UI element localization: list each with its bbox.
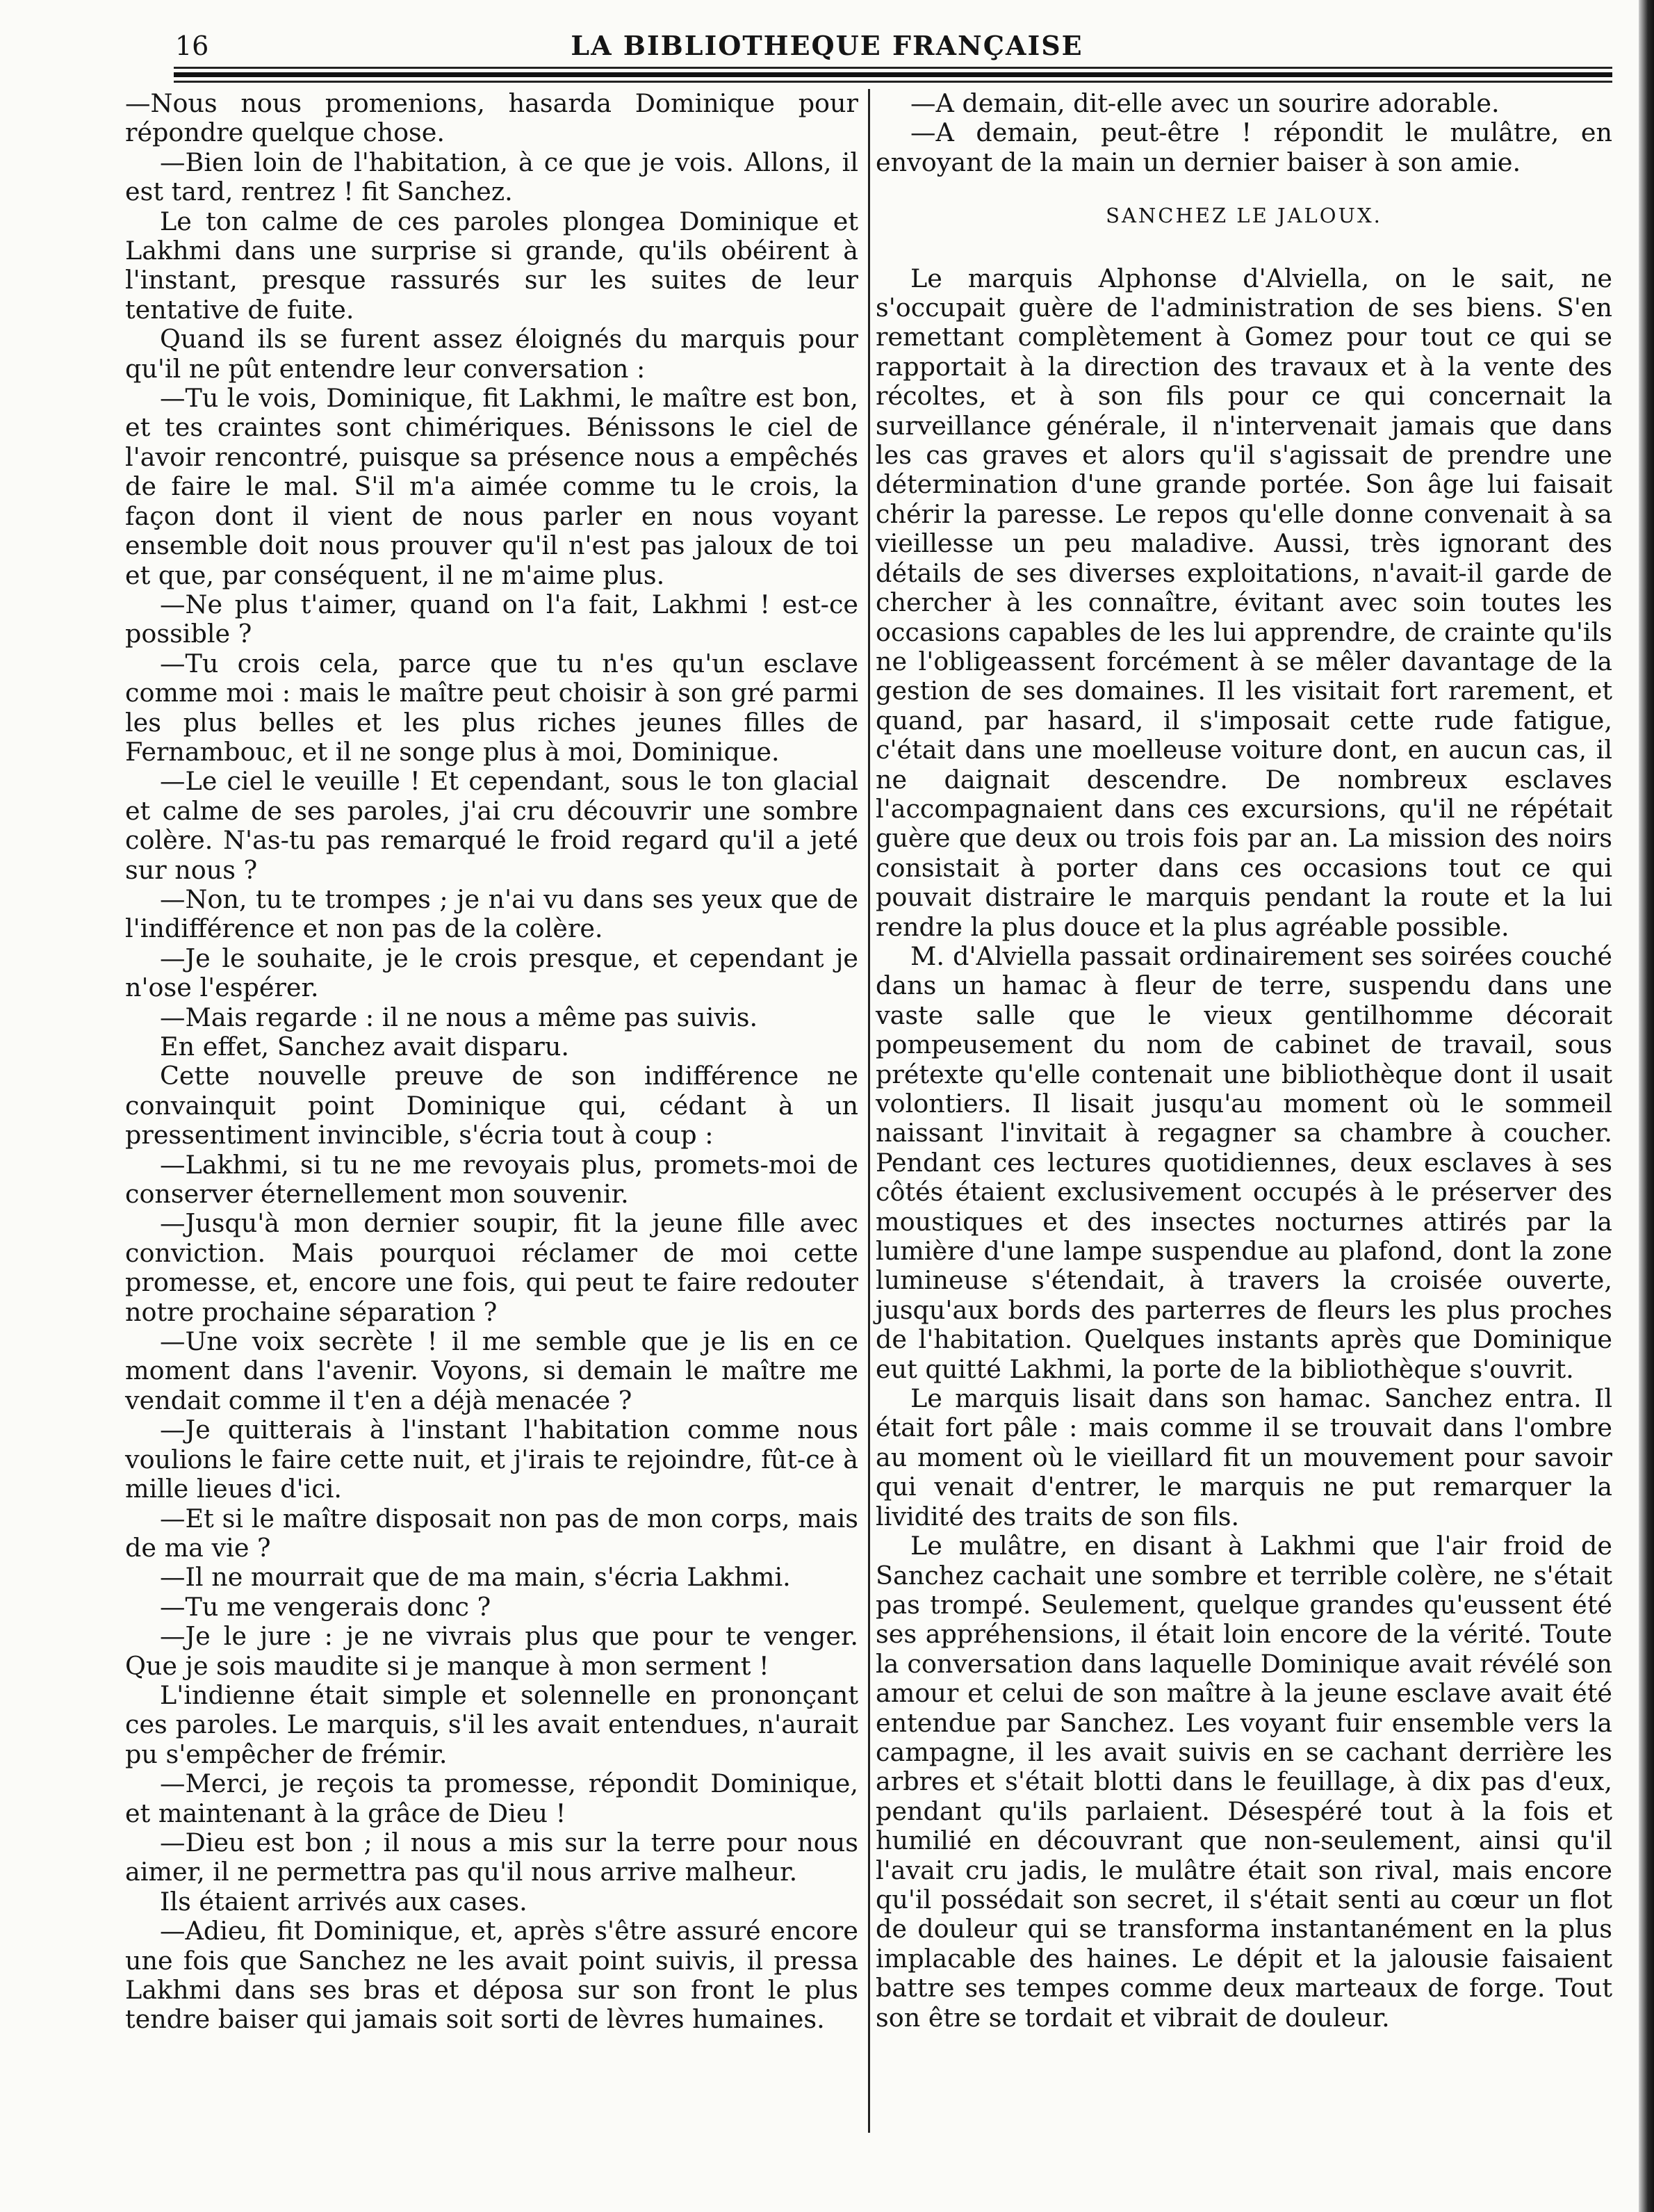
header-rule-thick [174, 72, 1612, 77]
paragraph: En effet, Sanchez avait disparu. [160, 1032, 569, 1062]
paragraph: Cette nouvelle preuve de son indifférence ne convainquit point Dominique qui, cédant à un pressentiment invincible, s'écria tout à coup : [125, 1061, 858, 1150]
paragraph: —Il ne mourrait que de ma main, s'écria Lakhmi. [160, 1562, 791, 1593]
paragraph: L'indienne était simple et solennelle en prononçant ces paroles. Le marquis, s'il les avait entendues, n'aurait pu s'empêcher de frémir. [125, 1680, 858, 1769]
paragraph: —Tu le vois, Dominique, fit Lakhmi, le maître est bon, et tes craintes sont chimériques. Bénissons le ciel de l'avoir rencontré, puisque sa présence nous a empêchés de faire le mal. S'il m'a aimée comme tu le crois, la façon dont il vient de nous parler en nous voyant ensemble doit nous prouver qu'il n'est pas jaloux de toi et que, par conséquent, il ne m'aime plus. [125, 383, 858, 590]
paragraph: —A demain, peut-être ! répondit le mulâtre, en envoyant de la main un dernier baiser à son amie. [876, 117, 1612, 177]
left-column [125, 89, 858, 2035]
paragraph: —Jusqu'à mon dernier soupir, fit la jeune fille avec conviction. Mais pourquoi réclamer de moi cette promesse, et, encore une fois, qui peut te faire redouter notre prochaine séparation ? [125, 1208, 858, 1327]
paragraph: —Tu me vengerais donc ? [160, 1591, 491, 1622]
paragraph: —Merci, je reçois ta promesse, répondit Dominique, et maintenant à la grâce de Dieu ! [125, 1768, 858, 1828]
paragraph: —Mais regarde : il ne nous a même pas suivis. [160, 1002, 758, 1032]
paragraph: Le mulâtre, en disant à Lakhmi que l'air froid de Sanchez cachait une sombre et terrible colère, ne s'était pas trompé. Seulement, quelque grandes qu'eussent été ses appréhensions, il était loin encore de la vérité. Toute la conversation dans laquelle Dominique avait révélé son amour et celui de son maître à la jeune esclave avait été entendue par Sanchez. Les voyant fuir ensemble vers la campagne, il les avait suivis en se cachant derrière les arbres et s'était blotti dans le feuillage, à dix pas d'eux, pendant qu'ils parlaient. Désespéré tout à la fois et humilié en découvrant que non-seulement, ainsi qu'il l'avait cru jadis, le mulâtre était son rival, mais encore qu'il possédait son secret, il s'était senti au cœur un flot de douleur qui se transforma instantanément en la plus implacable des haines. Le dépit et la jalousie faisaient battre ses tempes comme deux marteaux de forge. Tout son être se tordait et vibrait de douleur. [876, 1531, 1612, 2033]
section-heading: SANCHEZ LE JALOUX. [1106, 204, 1382, 228]
column-divider [868, 89, 870, 2133]
paragraph: —Et si le maître disposait non pas de mon corps, mais de ma vie ? [125, 1503, 858, 1563]
right-column [876, 89, 1612, 2033]
paragraph: Le ton calme de ces paroles plongea Dominique et Lakhmi dans une surprise si grande, qu'ils obéirent à l'instant, presque rassurés sur les suites de leur tentative de fuite. [125, 206, 858, 325]
paragraph: Ils étaient arrivés aux cases. [160, 1886, 527, 1917]
paragraph: —Lakhmi, si tu ne me revoyais plus, promets-moi de conserver éternellement mon souvenir. [125, 1149, 858, 1210]
paragraph: —Ne plus t'aimer, quand on l'a fait, Lakhmi ! est-ce possible ? [125, 589, 858, 649]
paragraph: —Une voix secrète ! il me semble que je lis en ce moment dans l'avenir. Voyons, si demain le maître me vendait comme il t'en a déjà menacée ? [125, 1326, 858, 1415]
paragraph: —Je le souhaite, je le crois presque, et cependant je n'ose l'espérer. [125, 943, 858, 1003]
paragraph: Le marquis Alphonse d'Alviella, on le sait, ne s'occupait guère de l'administration de ses biens. S'en remettant complètement à Gomez pour tout ce qui se rapportait à la direction des travaux et à la vente des récoltes, et à son fils pour ce qui concernait la surveillance générale, il n'intervenait jamais que dans les cas graves et alors qu'il s'agissait de prendre une détermination d'une grande portée. Son âge lui faisait chérir la paresse. Le repos qu'elle donne convenait à sa vieillesse un peu maladive. Aussi, très ignorant des détails de ses diverses exploitations, n'avait-il garde de chercher à les connaître, évitant avec soin toutes les occasions capables de les lui apprendre, de crainte qu'ils ne l'obligeassent forcément à se mêler davantage de la gestion de ses domaines. Il les visitait fort rarement, et quand, par hasard, il s'imposait cette rude fatigue, c'était dans une moelleuse voiture dont, en aucun cas, il ne daignait descendre. De nombreux esclaves l'accompagnaient dans ces excursions, qu'il ne répétait guère que deux ou trois fois par an. La mission des noirs consistait à porter dans ces occasions tout ce qui pouvait distraire le marquis pendant la route et la lui rendre la plus douce et la plus agréable possible. [876, 263, 1612, 942]
page-number: 16 [175, 31, 209, 61]
paragraph: —Je quitterais à l'instant l'habitation comme nous voulions le faire cette nuit, et j'irais te rejoindre, fût-ce à mille lieues d'ici. [125, 1415, 858, 1504]
book-spine-shadow [1639, 0, 1654, 2212]
paragraph: —Adieu, fit Dominique, et, après s'être assuré encore une fois que Sanchez ne les avait point suivis, il pressa Lakhmi dans ses bras et déposa sur son front le plus tendre baiser qui jamais soit sorti de lèvres humaines. [125, 1916, 858, 2035]
paragraph: —Le ciel le veuille ! Et cependant, sous le ton glacial et calme de ses paroles, j'ai cru découvrir une sombre colère. N'as-tu pas remarqué le froid regard qu'il a jeté sur nous ? [125, 766, 858, 885]
header-rule-thin [174, 67, 1612, 69]
header-rule-thin-lower [174, 81, 1612, 83]
paragraph: —Dieu est bon ; il nous a mis sur la terre pour nous aimer, il ne permettra pas qu'il nous arrive malheur. [125, 1827, 858, 1887]
paragraph: —Je le jure : je ne vivrais plus que pour te venger. Que je sois maudite si je manque à mon serment ! [125, 1621, 858, 1681]
paragraph: M. d'Alviella passait ordinairement ses soirées couché dans un hamac à fleur de terre, suspendu dans une vaste salle que le vieux gentilhomme décorait pompeusement du nom de cabinet de travail, sous prétexte qu'elle contenait une bibliothèque dont il usait volontiers. Il lisait jusqu'au moment où le sommeil naissant l'invitait à regagner sa chambre à coucher. Pendant ces lectures quotidiennes, deux esclaves à ses côtés étaient exclusivement occupés à le préserver des moustiques et des insectes nocturnes attirés par la lumière d'une lampe suspendue au plafond, dont la zone lumineuse s'étendait, à travers la croisée ouverte, jusqu'aux bords des parterres de fleurs les plus proches de l'habitation. Quelques instants après que Dominique eut quitté Lakhmi, la porte de la bibliothèque s'ouvrit. [876, 941, 1612, 1384]
paragraph: —Bien loin de l'habitation, à ce que je vois. Allons, il est tard, rentrez ! fit Sanchez. [125, 147, 858, 207]
paragraph: —A demain, dit-elle avec un sourire adorable. [910, 88, 1500, 118]
paragraph: —Non, tu te trompes ; je n'ai vu dans ses yeux que de l'indifférence et non pas de la colère. [125, 884, 858, 944]
paragraph: Le marquis lisait dans son hamac. Sanchez entra. Il était fort pâle : mais comme il se trouvait dans l'ombre au moment où le vieillard fit un mouvement pour savoir qui venait d'entrer, le marquis ne put remarquer la lividité des traits de son fils. [876, 1383, 1612, 1531]
paragraph: —Tu crois cela, parce que tu n'es qu'un esclave comme moi : mais le maître peut choisir à son gré parmi les plus belles et les plus riches jeunes filles de Fernambouc, et il ne songe plus à moi, Dominique. [125, 648, 858, 767]
paragraph: —Nous nous promenions, hasarda Dominique pour répondre quelque chose. [125, 88, 858, 148]
running-title: LA BIBLIOTHEQUE FRANÇAISE [571, 30, 1083, 61]
paragraph: Quand ils se furent assez éloignés du marquis pour qu'il ne pût entendre leur conversation : [125, 324, 858, 384]
